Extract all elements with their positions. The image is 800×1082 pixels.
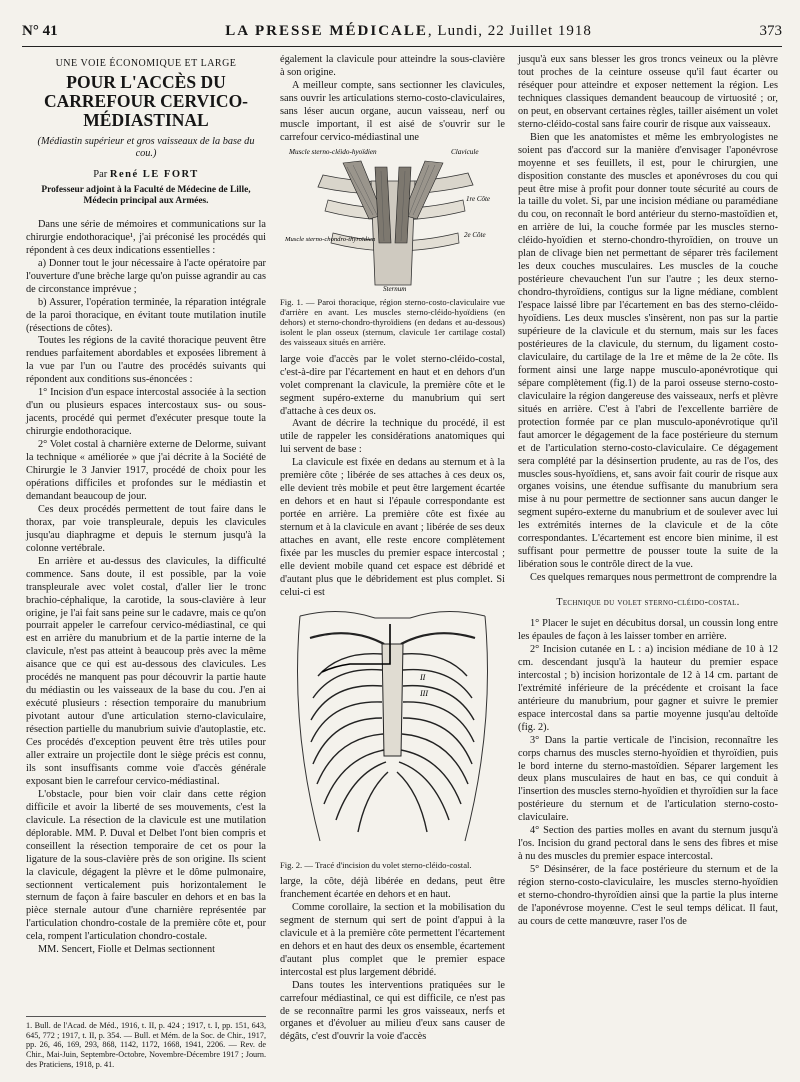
- paragraph: également la clavicule pour atteindre la sous-clavière à son origine.: [280, 54, 505, 78]
- label-clavicule: Clavicule: [450, 147, 479, 156]
- issue-number: N° 41: [22, 22, 58, 39]
- paragraph: Avant de décrire la technique du procédé, il est utile de rappeler les considérations anatomiques qui lui servent de base :: [280, 418, 505, 456]
- paragraph: Bien que les anatomistes et même les embryologistes ne soient pas d'accord sur la manière d'envisager l'aponévrose moyenne et ses feuillets, il est, pour le chirurgien, une disposition constante des muscles et aponévroses du cou qui peut être mise à profit pour donner toute sécurité au cours de la taille du volet. Si, par une incision médiane ou paramédiane du cou, on reconnaît le bord antérieur du sterno-mastoïdien et, en arrière de lui, la couche formée par les muscles sterno-cléido-hyoïdien et sterno-chondro-thyroïdien, on trouve un plan de clivage bien net permettant de séparer très facilement les deux couches musculaires. Les muscles de la couche postérieure chevauchent l'un sur l'autre ; les deux sterno-chondro-thyroïdiens, contigus sur la ligne médiane, comblent l'espace laissé libre par l'écartement en bas des sterno-cléido-hyoïdiens. Les deux muscles s'insèrent, non pas sur la partie supérieure de la clavicule et du sternum, mais sur les faces postérieures de la clavicule, du sternum, du ligament costo-claviculaire, du cartilage de la 1re et même de la 2e côte. Ils forment ainsi une large nappe musculo-aponévrotique qui sépare complètement (fig.1) de la paroi osseuse sterno-costo-claviculaire la région dangereuse des vaisseaux, nerfs et plèvre situés en arrière. C'est à l'abri de l'excellente barrière de protection formée par ce plan musculo-aponévrotique qu'il faut amorcer le dégagement de la face postérieure du sternum et de l'articulation sterno-costo-claviculaire. Ce dégagement sera complété par la désinsertion prudente, au ras de l'os, des muscles sous-hyoïdiens, et, sans avoir fait courir de risque aux organes voisins, une étendue suffisante du manubrium sera mise à nu pour permettre de sectionner sans aucun danger le segment supéro-externe du manubrium et de soulever avec lui les extrémités internes de la clavicule et de la côte correspondantes. L'écartement est encore bien minime, il est suffisant pour permettre de pousser toute la suite de la libération sous le contrôle direct de la vue.: [518, 131, 778, 571]
- step-paragraph: 2° Incision cutanée en L : a) incision médiane de 10 à 12 cm. descendant jusqu'à la hauteur du premier espace intercostal ; b) incision horizontale de 12 à 14 cm. partant de l'extrémité inférieure de la précédente et croisant la face antérieure du manubrium, pour gagner et suivre le premier espace intercostal dans sa partie moyenne jusqu'au deltoïde (fig. 2).: [518, 643, 778, 733]
- paragraph: large voie d'accès par le volet sterno-cléido-costal, c'est-à-dire par l'écartement en haut et en dehors d'un volet comprenant la clavicule, la première côte et le segment supéro-externe du manubrium qui sert d'attache à ces deux os.: [280, 353, 505, 417]
- paragraph: b) Assurer, l'opération terminée, la réparation intégrale de la paroi thoracique, en évitant toute mutilation inutile (résections de côtes).: [26, 296, 266, 334]
- label-cote-2: 2e Côte: [463, 230, 486, 239]
- step-paragraph: 3° Dans la partie verticale de l'incision, reconnaître les corps charnus des muscles sterno-hyoïdien et thyroïdien, puis le bord interne du sterno-mastoïdien. Séparer largement les deux plans musculaires de haut en bas, ce qui conduit à l'insertion des muscles sterno-hyoïdien et thyroïdien sur la face postérieure du sternum et de l'articulation sterno-costo-claviculaire.: [518, 734, 778, 824]
- paragraph: En arrière et au-dessus des clavicules, la difficulté commence. Sans doute, il est possible, par la voie transpleurale avec volet costal, d'aller lier le tronc brachio-céphalique, la carotide, la sous-clavière à leur origine, je l'ai fait sans peine sur le cadavre, mais ce qu'on pourrait appeler le carrefour cervico-médiastinal, ce qui est en arrière du manubrium et de la partie interne de la clavicule, n'est pas atteint à beaucoup près avec la même aisance que ce qui est au-dessous des clavicules. Les procédés ne manquent pas pour découvrir la partie haute du médiastin ou les vaisseaux de la base du cou. J'en ai exécuté plusieurs : résection temporaire du manubrium pivotant autour d'une articulation sterno-claviculaire, résection partielle du manubrium suivie d'autoplastie, etc. Ces procédés d'exception peuvent être très utiles pour aller extraire un projectile dont le siège précis est connu, ils sont insuffisants comme voie d'accès générale exposant bien le carrefour cervico-médiastinal.: [26, 555, 266, 787]
- figure-2-caption: Fig. 2. — Tracé d'incision du volet sterno-cléido-costal.: [280, 859, 472, 870]
- paragraph: Dans une série de mémoires et communications sur la chirurgie endothoracique¹, j'ai préconisé les procédés qui répondent à ces deux indications essentielles :: [26, 218, 266, 256]
- label-muscle-top: Muscle sterno-cléido-hyoïdien: [288, 147, 377, 156]
- journal-name: LA PRESSE MÉDICALE: [225, 22, 428, 39]
- paragraph: 2° Volet costal à charnière externe de Delorme, suivant la technique « améliorée » que j'ai décrite à la Société de Chirurgie le 3 Janvier 1917, procédé de choix pour les opérations difficiles et profondes sur le médiastin et demandant beaucoup de jour.: [26, 439, 266, 502]
- page-number: 373: [759, 22, 782, 39]
- article-kicker: UNE VOIE ÉCONOMIQUE ET LARGE: [55, 58, 237, 69]
- paragraph: Ces quelques remarques nous permettront de comprendre la: [530, 572, 777, 584]
- column-1: [26, 54, 266, 957]
- column-3: [518, 54, 778, 929]
- paragraph: A meilleur compte, sans sectionner les clavicules, sans ouvrir les articulations sterno-costo-claviculaires, sans léser aucun organe, aucun vaisseau, nerf ou muscle important, il est aisé de s'ouvrir sur le carrefour cervico-médiastinal une: [280, 79, 505, 143]
- issue-date: , Lundi, 22 Juillet 1918: [427, 22, 592, 39]
- footnote: 1. Bull. de l'Acad. de Méd., 1916, t. II, p. 424 ; 1917, t. I, pp. 151, 643, 645, 772 ; 1917, t. II, p. 354. — Bull. et Mém. de la Soc. de Chir., 1917, pp. 26, 46, 169, 293, 868, 1142, 1172, 1668, 1941, 2206. — Rev. de Chir., Mai-Juin, Septembre-Octobre, Novembre-Décembre 1917 ; Journ. des Praticiens, 1918, p. 41.: [26, 1016, 266, 1070]
- article-title: POUR L'ACCÈS DU CARREFOUR CERVICO-MÉDIASTINAL: [43, 71, 249, 130]
- label-sternum: Sternum: [382, 284, 406, 293]
- column-2: [280, 54, 505, 1044]
- author-prefix: Par: [93, 168, 110, 180]
- label-muscle-left: Muscle sterno-chondro-thyroïdien: [284, 235, 375, 243]
- step-paragraph: 5° Désinsérer, de la face postérieure du sternum et de la région sterno-costo-claviculaire, les muscles sterno-hyoïdien et sterno-chondro-thyroïdien ainsi que la partie la plus interne de l'aponévrose moyenne. C'est le seul temps délicat. Il faut, au cours de cette manœuvre, raser l'os de: [518, 864, 778, 927]
- paragraph: Toutes les régions de la cavité thoracique peuvent être rendues parfaitement abordables et exposées librement à la vue par l'un ou l'autre des procédés suivants qui répondent aux conditions sus-énoncées :: [26, 335, 266, 386]
- paragraph: jusqu'à eux sans blesser les gros troncs veineux ou la plèvre tout proches de la ceinture osseuse qu'il faut écarter ou réséquer pour atteindre et exposer nettement la région. Les techniques classiques demandent beaucoup de virtuosité ; or, on peut, en observant certaines règles, tailler aisément un volet sterno-cléido-costal sans faire courir de risque aux vaisseaux.: [518, 54, 778, 130]
- paragraph: Comme corollaire, la section et la mobilisation du segment de sternum qui sert de point d'appui à la clavicule et à la première côte permettent l'écartement en dehors et en haut des deux os ensemble, écartement d'autant plus complet que le premier espace intercostal est plus largement débridé.: [280, 901, 505, 978]
- figure-1-caption: Fig. 1. — Paroi thoracique, région sterno-costo-claviculaire vue d'arrière en avant. Les muscles sterno-cléido-hyoïdiens (en dehors) et sterno-chondro-thyroïdiens (en dedans et au-dessous) isolent le plan osseux (sternum, clavicule 1er cartilage costal) des vaisseaux situés en arrière.: [280, 296, 505, 348]
- article-subtitle: (Médiastin supérieur et gros vaisseaux de la base du cou.): [37, 135, 255, 159]
- section-title: Technique du volet sterno-cléido-costal.: [556, 597, 740, 609]
- step-paragraph: 4° Section des parties molles en avant du sternum jusqu'à l'os. Incision du grand pectoral dans le sens des fibres et mise à nu des muscles du premier espace intercostal.: [518, 825, 778, 863]
- paragraph: L'obstacle, pour bien voir clair dans cette région difficile et avoir la liberté de ses mouvements, c'est la clavicule. La résection de la clavicule est une mutilation déplorable. MM. P. Duval et Delbet l'ont bien compris et conseillent la résection temporaire de cet os pour la ligature de la sous-clavière près de son origine. Ils scient la clavicule, dégagent la plèvre et le dôme pulmonaire, sectionnent verticalement puis horizontalement le sternum de façon à faire basculer en dehors et en bas la pièce sternale autour d'une charnière représentée par l'articulation chondro-costale de la première côte et, pour cela, rompent l'articulation chondro-costale.: [26, 788, 266, 943]
- article-author: [26, 169, 266, 182]
- paragraph: 1° Incision d'un espace intercostal associée à la section d'un ou plusieurs espaces intercostaux sus- ou sous-jacents, procédé qui permet d'exécuter presque toute la chirurgie endothoracique.: [26, 387, 266, 438]
- paragraph: a) Donner tout le jour nécessaire à l'acte opératoire par l'ouverture d'une brèche large qu'on puisse agrandir au cas de circonstance imprévue ;: [26, 257, 266, 295]
- paragraph: large, la côte, déjà libérée en dedans, peut être franchement écartée en dehors et en haut.: [280, 876, 505, 900]
- journal-masthead: [225, 23, 592, 40]
- step-paragraph: 1° Placer le sujet en décubitus dorsal, un coussin long entre les épaules de façon à les laisser tomber en arrière.: [518, 618, 778, 642]
- rib-mark-iii: III: [420, 688, 428, 698]
- paragraph: Dans toutes les interventions pratiquées sur le carrefour médiastinal, ce qui est difficile, ce n'est pas de se reconnaître parmi les gros vaisseaux, nerfs et organes et d'évoluer au milieu d'eux sans causer de dégâts, c'est d'ouvrir la voie d'accès: [280, 979, 505, 1043]
- author-name: René LE FORT: [109, 168, 199, 180]
- paragraph: MM. Sencert, Fiolle et Delmas sectionnent: [38, 944, 216, 956]
- figure-1-anatomy: [283, 145, 503, 293]
- paragraph: La clavicule est fixée en dedans au sternum et à la première côte ; libérée de ses attaches à ces deux os, elle devient très mobile et peut être largement écartée en dehors et en haut si l'épaule correspondante est portée en arrière. La première côte est fixée au sternum et à la clavicule en avant ; libérée de ses deux attaches en avant, elle reste encore complètement fixée par les muscles du premier espace intercostal ; elle devient mobile quand cet espace est débridé et d'autant plus que le débridement est plus complet. Si celui-ci est: [280, 457, 505, 598]
- author-affiliation: Professeur adjoint à la Faculté de Médecine de Lille, Médecin principal aux Armées.: [41, 184, 251, 206]
- rib-mark-ii: II: [420, 672, 426, 682]
- label-cote-1: 1re Côte: [465, 194, 490, 203]
- figure-2-incision: [280, 606, 505, 856]
- paragraph: Ces deux procédés permettent de tout faire dans le thorax, par voie transpleurale, depuis les clavicules jusqu'au diaphragme et depuis le sternum jusqu'à la colonne vertébrale.: [26, 503, 266, 554]
- page-header: [22, 18, 782, 44]
- header-rule: [22, 46, 782, 47]
